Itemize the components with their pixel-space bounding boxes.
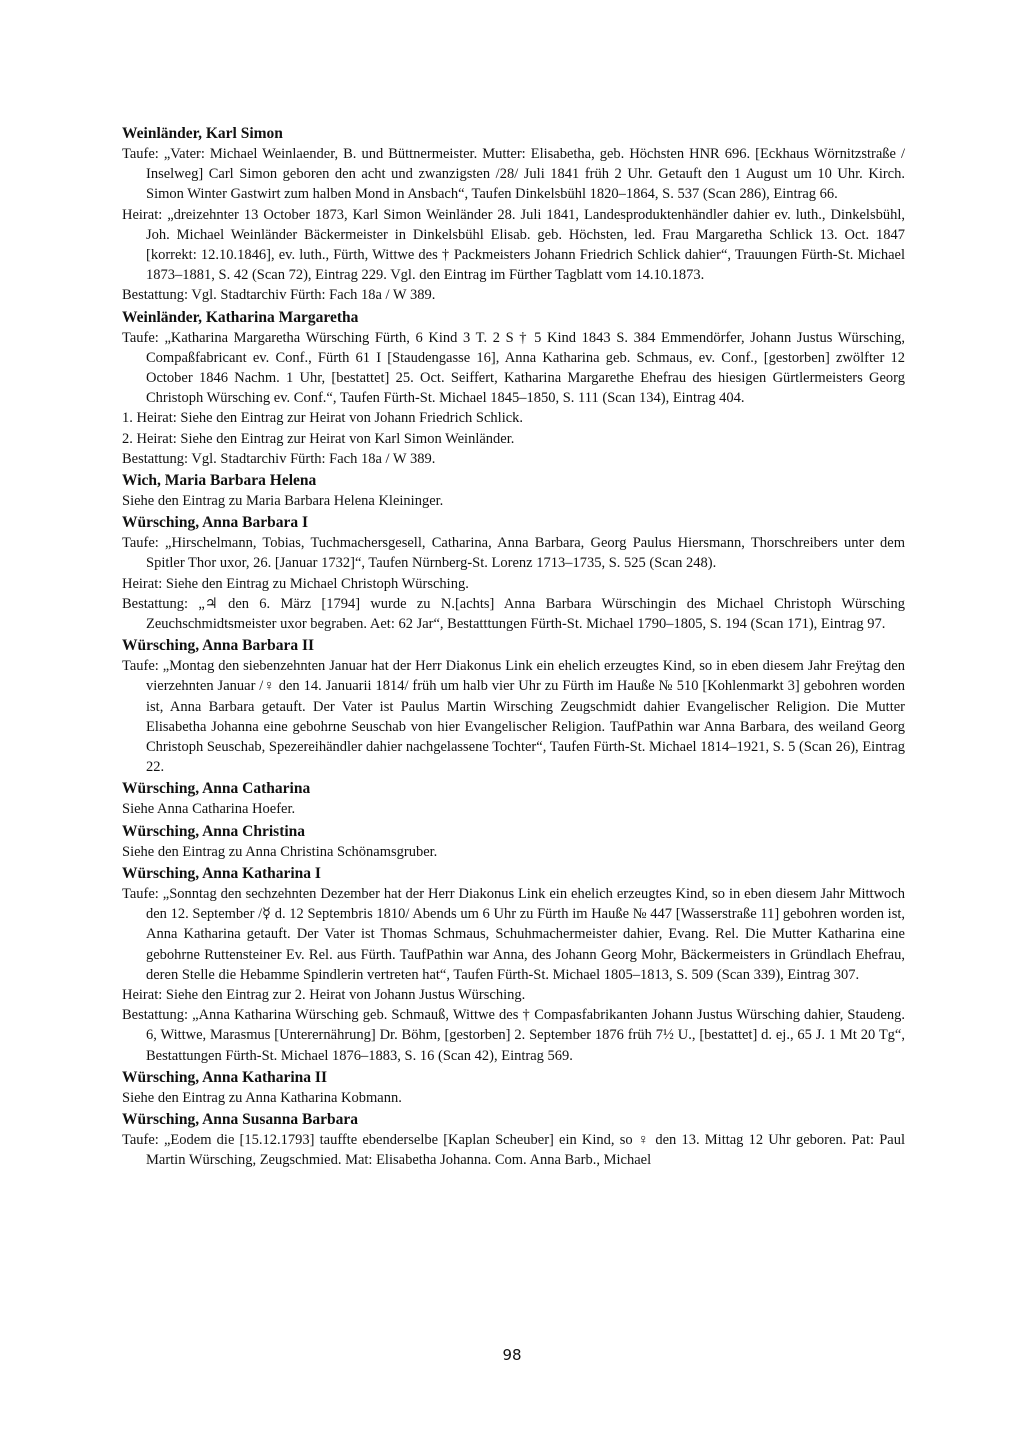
entry-name: Würsching, Anna Katharina II [122,1068,327,1086]
entry [122,470,905,511]
entry-name: Würsching, Anna Christina [122,822,306,840]
entry-line: Taufe: „Hirschelmann, Tobias, Tuchmachersgesell, Catharina, Anna Barbara, Georg Paulus Hiersmann, Thorschreibers unter dem Spitler Thor uxor, 26. [Januar 1732]“, Taufen Nürnberg-St. Lorenz 1713–1735, S. 525 (Scan 248). [122,535,905,572]
entry-line: Bestattung: Vgl. Stadtarchiv Fürth: Fach 18a / W 389. [122,287,436,304]
entry-name: Wich, Maria Barbara Helena [122,472,317,490]
entry [122,635,905,777]
entry-line: 1. Heirat: Siehe den Eintrag zur Heirat von Johann Friedrich Schlick. [122,410,524,427]
entry [122,1067,905,1108]
entry-line: Heirat: Siehe den Eintrag zur 2. Heirat von Johann Justus Würsching. [122,986,526,1003]
entry [122,778,905,819]
entry-line: Heirat: Siehe den Eintrag zu Michael Christoph Würsching. [122,575,469,592]
entry [122,307,905,469]
entry-line: Taufe: „Montag den siebenzehnten Januar hat der Herr Diakonus Link ein ehelich erzeugtes Kind, so in eben diesem Jahr Freÿtag den vierzehnten Januar /♀ den 14. Januarii 1814/ früh um halb vier Uhr zu Fürth im Hauße № 510 [Kohlenmarkt 3] gebohren worden ist, Anna Barbara getauft. Der Vater ist Paulus Martin Wirsching Zeugschmidt dahier Evangelischer Religion. Die Mutter Elisabetha Johanna eine gebohrne Seuschab von hier Evangelischer Religion. TaufPathin war Anna Barbara, des weiland Georg Christoph Seuschab, Spezereihändler dahier nachgelassene Tochter“, Taufen Fürth-St. Michael 1814–1921, S. 5 (Scan 26), Eintrag 22. [122,658,905,776]
entry-line: Bestattung: „♃ den 6. März [1794] wurde zu N.[achts] Anna Barbara Würschingin des Michael Christoph Würsching Zeuchschmidtsmeister uxor begraben. Aet: 62 Jar“, Bestatttungen Fürth-St. Michael 1790–1805, S. 194 (Scan 171), Eintrag 97. [122,595,905,633]
entry-line: 2. Heirat: Siehe den Eintrag zur Heirat von Karl Simon Weinländer. [122,430,515,447]
entry-line: Taufe: „Katharina Margaretha Würsching Fürth, 6 Kind 3 T. 2 S † 5 Kind 1843 S. 384 Emmendörfer, Johann Justus Würsching, Compaßfabricant ev. Conf., Fürth 61 I [Staudengasse 16], Anna Katharina geb. Schmaus, ev. Conf., [gestorben] zwölfter 12 October 1846 Nachm. 1 Uhr, [bestattet] 25. Oct. Seiffert, Katharina Margarethe Ehefrau des hiesigen Gürtlermeisters Georg Christoph Würsching ev. Conf.“, Taufen Fürth-St. Michael 1845–1850, S. 111 (Scan 134), Eintrag 404. [122,329,905,407]
entry-name: Würsching, Anna Barbara II [122,637,315,655]
page-number: 98 [502,1346,522,1364]
entry [122,821,905,862]
entry-name: Weinländer, Karl Simon [122,125,283,142]
entry-line: Taufe: „Sonntag den sechzehnten Dezember hat der Herr Diakonus Link ein ehelich erzeugtes Kind, so in eben diesem Jahr Mittwoch den 12. September /☿ d. 12 Septembris 1810/ Abends um 6 Uhr zu Fürth im Hauße № 447 [Wasserstraße 11] gebohren worden ist, Anna Katharina getauft. Der Vater ist Thomas Schmaus, Schuhmachermeister dahier, Evang. Rel. Die Mutter Katharina eine gebohrne Ruttensteiner Ev. Rel. aus Fürth. TaufPathin war Anna, des Johann Georg Mohr, Bäckermeisters in Gründlach Ehefrau, deren Stelle die Hebamme Spindlerin vertreten hat“, Taufen Fürth-St. Michael 1805–1813, S. 509 (Scan 339), Eintrag 307. [122,885,905,983]
entry-name: Würsching, Anna Catharina [122,780,311,798]
entry-line: Taufe: „Vater: Michael Weinlaender, B. und Büttnermeister. Mutter: Elisabetha, geb. Höchsten HNR 696. [Eckhaus Wörnitzstraße / Inselweg] Carl Simon geboren den acht und zwanzigsten /28/ Juli 1841 früh 2 Uhr. Getauft den 1 August um 10 Uhr. Kirch. Simon Winter Gastwirt zum halben Mond in Ansbach“, Taufen Dinkelsbühl 1820–1864, S. 537 (Scan 286), Eintrag 66. [122,146,905,203]
entry [122,512,905,634]
entry-line: Bestattung: Vgl. Stadtarchiv Fürth: Fach 18a / W 389. [122,450,436,467]
entry [122,123,905,306]
entry-line: Siehe den Eintrag zu Anna Christina Schönamsgruber. [122,843,438,860]
entry-name: Weinländer, Katharina Margaretha [122,308,359,326]
entry [122,863,905,1066]
entry-line: Siehe Anna Catharina Hoefer. [122,801,296,818]
entry [122,1109,905,1170]
entry-line: Heirat: „dreizehnter 13 October 1873, Karl Simon Weinländer 28. Juli 1841, Landesproduktenhändler dahier ev. luth., Dinkelsbühl, Joh. Michael Weinländer Bäckermeister in Dinkelsbühl Elisab. geb. Höchsten, led. Frau Margaretha Schlick 13. Oct. 1847 [korrekt: 12.10.1846], ev. luth., Fürth, Wittwe des † Packmeisters Johann Friedrich Schlick dahier“, Trauungen Fürth-St. Michael 1873–1881, S. 42 (Scan 72), Eintrag 229. Vgl. den Eintrag im Fürther Tagblatt vom 14.10.1873. [122,206,905,284]
entry-line: Bestattung: „Anna Katharina Würsching geb. Schmauß, Wittwe des † Compasfabrikanten Johann Justus Würsching dahier, Staudeng. 6, Wittwe, Marasmus [Unterernährung] Dr. Böhm, [gestorben] 2. September 1876 früh 7½ U., [bestattet] d. ej., 65 J. 1 Mt 20 Tg“, Bestattungen Fürth-St. Michael 1876–1883, S. 16 (Scan 42), Eintrag 569. [122,1007,905,1064]
entry-line: Siehe den Eintrag zu Maria Barbara Helena Kleininger. [122,493,444,510]
entry-line: Siehe den Eintrag zu Anna Katharina Kobmann. [122,1089,402,1106]
entry-name: Würsching, Anna Katharina I [122,864,321,882]
entry-name: Würsching, Anna Barbara I [122,514,309,532]
entry-name: Würsching, Anna Susanna Barbara [122,1110,359,1128]
entry-line: Taufe: „Eodem die [15.12.1793] tauffte ebenderselbe [Kaplan Scheuber] ein Kind, so ♀ den 13. Mittag 12 Uhr geboren. Pat: Paul Martin Würsching, Zeugschmied. Mat: Elisabetha Johanna. Com. Anna Barb., Michael [122,1131,905,1169]
